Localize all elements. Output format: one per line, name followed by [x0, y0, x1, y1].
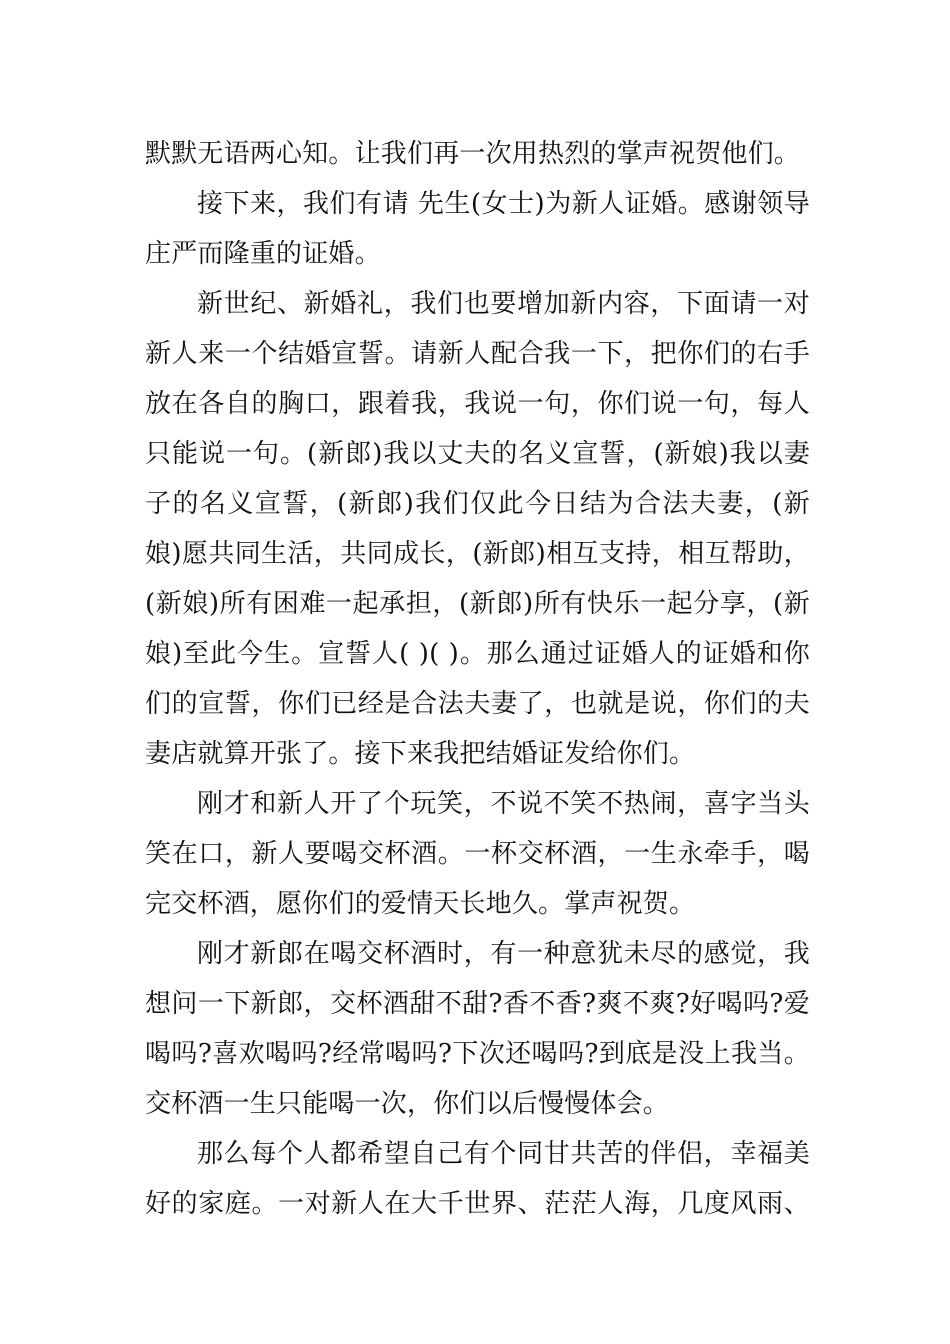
text-line: 想问一下新郎，交杯酒甜不甜?香不香?爽不爽?好喝吗?爱	[145, 989, 810, 1019]
text-line: 娘)至此今生。宣誓人( )( )。那么通过证婚人的证婚和你	[145, 639, 810, 669]
text-line: 子的名义宣誓，(新郎)我们仅此今日结为合法夫妻，(新	[145, 489, 810, 519]
body-text	[145, 129, 810, 1229]
text-line: 新人来一个结婚宣誓。请新人配合我一下，把你们的右手	[145, 339, 810, 369]
text-line: 们的宣誓，你们已经是合法夫妻了，也就是说，你们的夫	[145, 689, 810, 719]
text-line: 放在各自的胸口，跟着我，我说一句，你们说一句，每人	[145, 389, 810, 419]
paragraph-first-line: 接下来，我们有请 先生(女士)为新人证婚。感谢领导	[197, 189, 810, 219]
text-line: 庄严而隆重的证婚。	[145, 239, 381, 269]
text-line: 妻店就算开张了。接下来我把结婚证发给你们。	[145, 739, 696, 769]
paragraph-first-line: 那么每个人都希望自己有个同甘共苦的伴侣，幸福美	[197, 1139, 810, 1169]
text-line: 只能说一句。(新郎)我以丈夫的名义宣誓，(新娘)我以妻	[145, 439, 810, 469]
text-line: (新娘)所有困难一起承担，(新郎)所有快乐一起分享，(新	[145, 589, 810, 619]
text-line: 默默无语两心知。让我们再一次用热烈的掌声祝贺他们。	[145, 139, 801, 169]
paragraph-first-line: 刚才新郎在喝交杯酒时，有一种意犹未尽的感觉，我	[197, 939, 810, 969]
text-line: 娘)愿共同生活，共同成长，(新郎)相互支持，相互帮助，	[145, 539, 810, 569]
text-line: 好的家庭。一对新人在大千世界、茫茫人海，几度风雨、	[145, 1189, 810, 1219]
text-line: 笑在口，新人要喝交杯酒。一杯交杯酒，一生永牵手，喝	[145, 839, 810, 869]
paragraph-first-line: 新世纪、新婚礼，我们也要增加新内容，下面请一对	[197, 289, 810, 319]
text-line: 喝吗?喜欢喝吗?经常喝吗?下次还喝吗?到底是没上我当。	[145, 1039, 810, 1069]
paragraph-first-line: 刚才和新人开了个玩笑，不说不笑不热闹，喜字当头	[197, 789, 810, 819]
text-line: 交杯酒一生只能喝一次，你们以后慢慢体会。	[145, 1089, 670, 1119]
text-line: 完交杯酒，愿你们的爱情天长地久。掌声祝贺。	[145, 889, 696, 919]
